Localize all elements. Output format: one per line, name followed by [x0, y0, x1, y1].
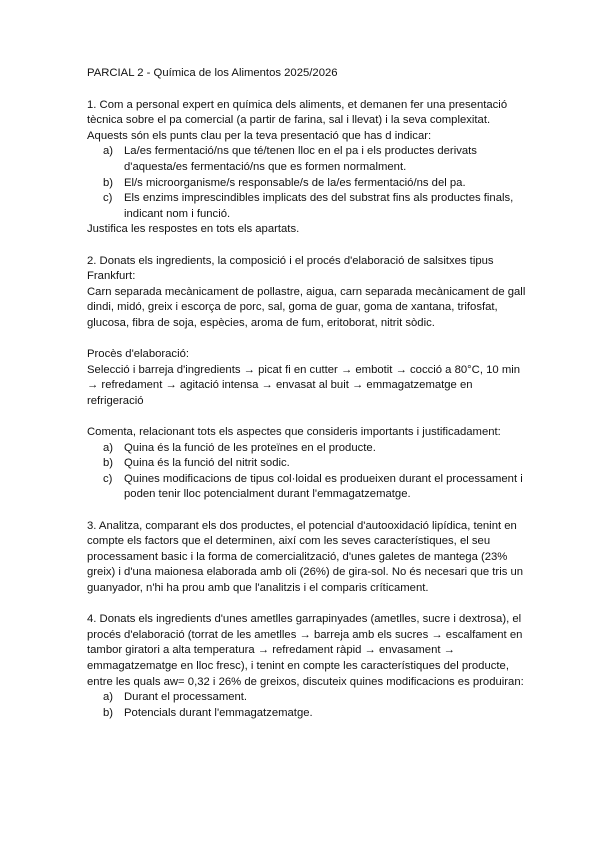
question-4-items	[87, 690, 527, 721]
question-2-intro: 2. Donats els ingredients, la composició i el procés d'elaboració de salsitxes tipus Frankfurt:	[87, 254, 494, 283]
list-item-text: El/s microorganisme/s responsable/s de la/es fermentació/ns del pa.	[124, 176, 466, 189]
list-item	[87, 690, 527, 706]
question-4-intro: 4. Donats els ingredients d'unes ametlles garrapinyades (ametlles, sucre i dextrosa), el procés d'elaboració (torrat de les ametlles → barreja amb els sucres → escalfament en tambor giratori a alta temperatura → refredament ràpid → envasament → emmagatzematge en lloc fresc), i tenint en compte les característiques del producte, entre les quals aw= 0,32 i 26% de greixos, discuteix quines modificacions es produiran:	[87, 613, 524, 688]
list-marker: a)	[103, 691, 114, 704]
exam-document	[87, 66, 527, 721]
spacer	[87, 503, 527, 519]
exam-title: PARCIAL 2 - Química de los Alimentos 2025/2026	[87, 67, 338, 79]
question-1	[87, 98, 527, 238]
question-3-text: 3. Analitza, comparant els dos productes, el potencial d'autooxidació lipídica, tenint en compte els factors que el determinen, així com les seves característiques, el seu processament basic i la forma de comercialització, d'unes galetes de mantega (23% greix) i d'una maionesa elaborada amb oli (26%) de gira-sol. No és necesari que tris un guanyador, n'hi ha prou amb que l'analitzis i el comparis críticament.	[87, 519, 524, 594]
list-item-text: La/es fermentació/ns que té/tenen lloc en el pa i els productes derivats d'aquesta/es fermentació/ns que es formen normalment.	[124, 145, 477, 173]
question-1-items	[87, 144, 527, 222]
list-item	[87, 706, 527, 722]
spacer	[87, 332, 527, 348]
question-2-ingredients: Carn separada mecànicament de pollastre, aigua, carn separada mecànicament de gall dindi, midó, greix i escorça de porc, sal, goma de guar, goma de xantana, trifosfat, glucosa, fibra de soja, espècies, aroma de fum, eritoborat, nitrit sòdic.	[87, 285, 526, 329]
list-item-text: Quina és la funció del nitrit sodic.	[124, 457, 290, 470]
spacer	[87, 597, 527, 613]
question-2	[87, 254, 527, 504]
list-item	[87, 144, 527, 175]
list-item-text: Potencials durant l'emmagatzematge.	[124, 706, 313, 719]
question-2-process: Selecció i barreja d'ingredients → picat fi en cutter → embotit → cocció a 80°C, 10 min → refredament → agitació intensa → envasat al buit → emmagatzematge en refrigeració	[87, 363, 521, 407]
question-4	[87, 612, 527, 721]
list-marker: a)	[103, 145, 114, 158]
spacer	[87, 409, 527, 425]
list-marker: c)	[103, 472, 113, 485]
list-marker: a)	[103, 441, 114, 454]
list-marker: b)	[103, 176, 114, 189]
question-1-intro: 1. Com a personal expert en química dels aliments, et demanen fer una presentació tècnica sobre el pa comercial (a partir de farina, sal i llevat) i la seva complexitat. Aquests són els punts clau per la teva presentació que has d indicar:	[87, 98, 508, 142]
list-item-text: Durant el processament.	[124, 691, 248, 704]
list-item	[87, 191, 527, 222]
list-item-text: Els enzims imprescindibles implicats des del substrat fins als productes finals, indicant nom i funció.	[124, 192, 514, 220]
list-marker: b)	[103, 457, 114, 470]
list-item-text: Quina és la funció de les proteïnes en el producte.	[124, 441, 376, 454]
list-item	[87, 441, 527, 457]
list-item-text: Quines modificacions de tipus col·loidal es produeixen durant el processament i poden tenir lloc potencialment durant l'emmagatzematge.	[124, 472, 523, 501]
question-3	[87, 519, 527, 597]
list-marker: b)	[103, 706, 114, 719]
question-1-closing: Justifica les respostes en tots els apartats.	[87, 223, 300, 236]
list-item	[87, 456, 527, 472]
question-2-items	[87, 441, 527, 503]
list-marker: c)	[103, 192, 113, 205]
question-2-process-heading: Procès d'elaboració:	[87, 348, 190, 361]
list-item	[87, 176, 527, 192]
list-item	[87, 472, 527, 503]
spacer	[87, 238, 527, 254]
question-2-comment: Comenta, relacionant tots els aspectes que consideris importants i justificadament:	[87, 426, 501, 439]
